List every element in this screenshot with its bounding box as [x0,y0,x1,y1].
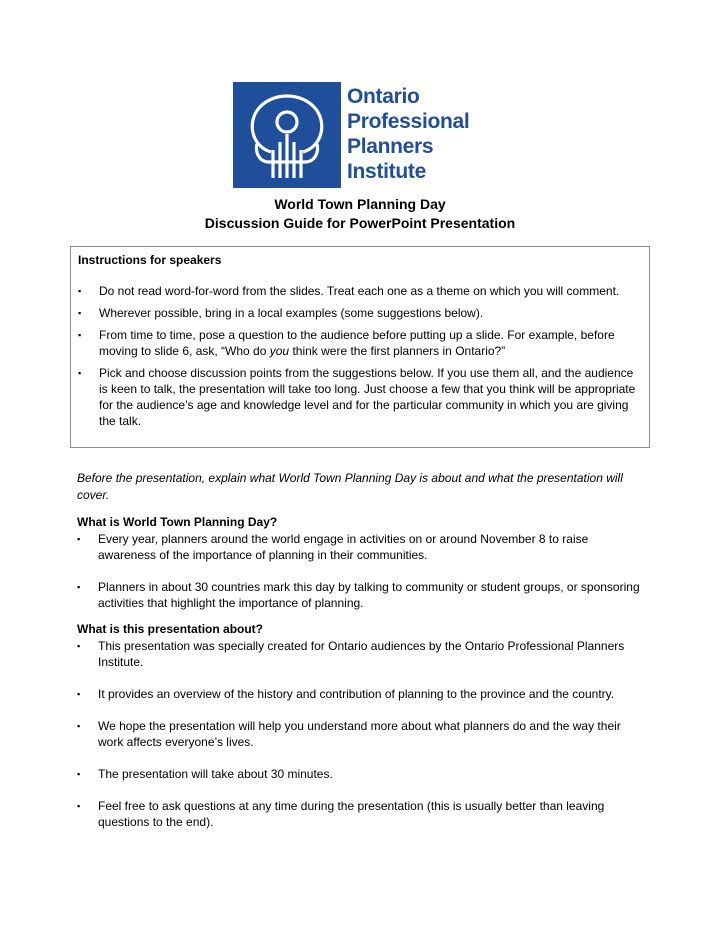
logo-line: Professional [347,110,470,133]
list-item-text: The presentation will take about 30 minutes. [98,767,333,781]
list-item [77,531,647,563]
emphasis-text: you [269,344,290,358]
oppi-logo [233,82,489,188]
document-subtitle: Discussion Guide for PowerPoint Presentation [204,215,516,231]
section-heading-world-town-planning-day: What is World Town Planning Day? [77,515,278,529]
bullet-icon: ▪ [78,330,82,340]
list-item [77,686,647,702]
list-item-text: Wherever possible, bring in a local examples (some suggestions below). [99,306,484,320]
bullet-icon: ▪ [77,534,81,544]
list-item [77,718,647,750]
bullet-icon: ▪ [78,308,82,318]
list-item-text: Do not read word-for-word from the slides. Treat each one as a theme on which you will comment. [99,284,620,298]
list-item [77,638,647,670]
bullet-icon: ▪ [78,286,82,296]
document-title: World Town Planning Day [274,196,446,212]
list-item-text: Feel free to ask questions at any time during the presentation (this is usually better than leaving questions to the end). [98,799,605,829]
list-item [77,798,647,830]
list-item-text: It provides an overview of the history and contribution of planning to the province and the country. [98,687,615,701]
list-item-text: Planners in about 30 countries mark this day by talking to community or student groups, or sponsoring activities that highlight the importance of planning. [98,580,640,610]
bullet-icon: ▪ [77,801,81,811]
section-heading-presentation-about: What is this presentation about? [77,622,264,636]
logo-line: Ontario [347,85,420,108]
list-item-text: Pick and choose discussion points from the suggestions below. If you use them all, and the audience is keen to talk, the presentation will take too long. Just choose a few that you think will be appropriate for the audience’s age and knowledge level and for the particular community in which you are giving the talk. [99,366,636,428]
logo-line: Planners [347,135,434,158]
section2-list [77,638,647,846]
planners-emblem-icon [233,82,341,188]
list-item-text: Every year, planners around the world engage in activities on or around November 8 to raise awareness of the importance of planning in their communities. [98,532,589,562]
intro-paragraph: Before the presentation, explain what World Town Planning Day is about and what the presentation will cover. [77,471,623,502]
bullet-icon: ▪ [77,769,81,779]
oppi-logo-mark [233,82,341,188]
instructions-box [70,246,650,448]
list-item [78,365,638,429]
list-item [77,579,647,611]
bullet-icon: ▪ [77,641,81,651]
instructions-heading: Instructions for speakers [78,253,222,267]
bullet-icon: ▪ [77,582,81,592]
bullet-icon: ▪ [77,721,81,731]
bullet-icon: ▪ [77,689,81,699]
oppi-logo-wordmark [347,84,497,184]
instructions-list [78,283,638,435]
list-item-text: This presentation was specially created for Ontario audiences by the Ontario Professional Planners Institute. [98,639,625,669]
list-item-text: We hope the presentation will help you understand more about what planners do and the way their work affects everyone’s lives. [98,719,621,749]
list-item [77,766,647,782]
section1-list [77,531,647,627]
bullet-icon: ▪ [78,368,82,378]
list-item-text: From time to time, pose a question to the audience before putting up a slide. For example, before moving to slide 6, ask, “Who do you think were the first planners in Ontario?” [99,328,615,358]
list-item [78,305,638,321]
list-item [78,283,638,299]
logo-line: Institute [347,160,426,183]
list-item [78,327,638,359]
